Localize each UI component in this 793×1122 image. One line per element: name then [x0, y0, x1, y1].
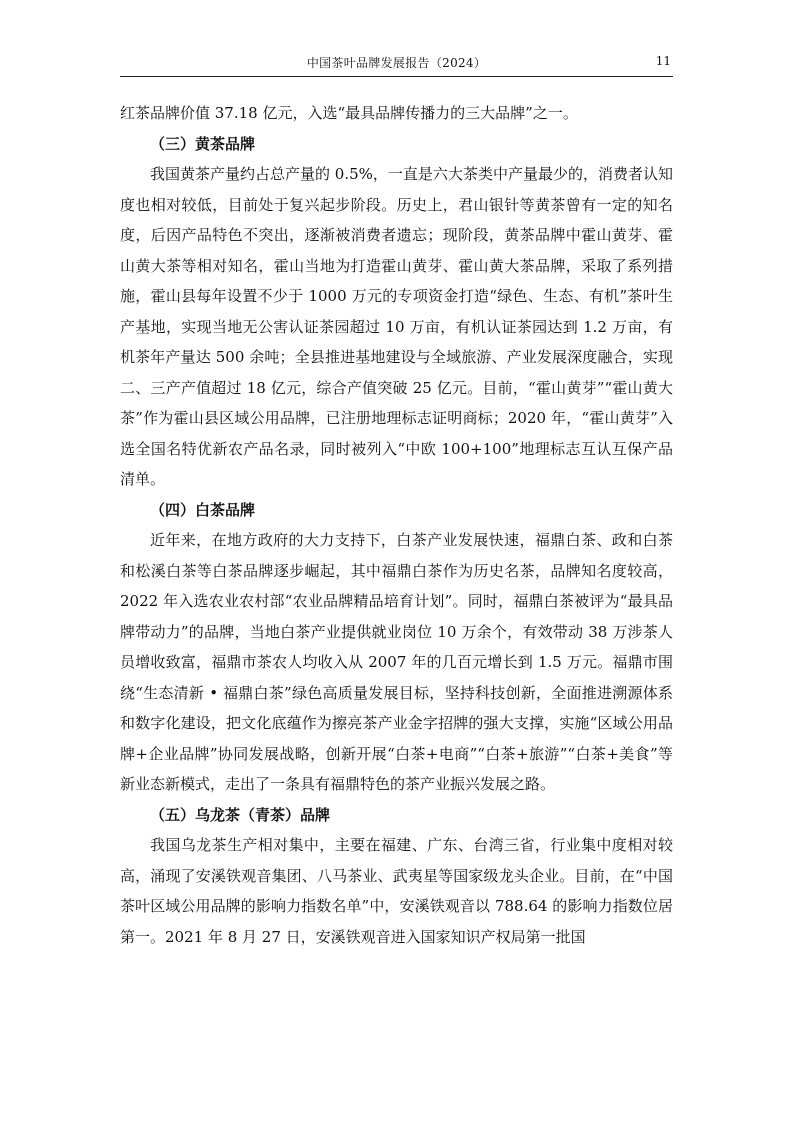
paragraph-yellow-tea: 我国黄茶产量约占总产量的 0.5%，一直是六大茶类中产量最少的，消费者认知度也相对较低，目前处于复兴起步阶段。历史上，君山银针等黄茶曾有一定的知名度，后因产品特色不突出，逐渐被消费者遗忘；现阶段，黄茶品牌中霍山黄芽、霍山黄大茶等相对知名，霍山当地为打造霍山黄芽、霍山黄大茶品牌，采取了系列措施，霍山县每年设置不少于 1000 万元的专项资金打造“绿色、生态、有机”茶叶生产基地，实现当地无公害认证茶园超过 10 万亩，有机认证茶园达到 1.2 万亩，有机茶年产量达 500 余吨；全县推进基地建设与全域旅游、产业发展深度融合，实现二、三产产值超过 18 亿元，综合产值突破 25 亿元。目前，“霍山黄芽”“霍山黄大茶”作为霍山县区域公用品牌，已注册地理标志证明商标；2020 年，“霍山黄芽”入选全国名特优新农产品名录，同时被列入“中欧 100+100”地理标志互认互保产品清单。	[120, 165, 673, 488]
page-body	[120, 98, 673, 952]
paragraph-oolong-tea: 我国乌龙茶生产相对集中，主要在福建、广东、台湾三省，行业集中度相对较高，涌现了安溪铁观音集团、八马茶业、武夷星等国家级龙头企业。目前，在“中国茶叶区域公用品牌的影响力指数名单”中，安溪铁观音以 788.64 的影响力指数位居第一。2021 年 8 月 27 日，安溪铁观音进入国家知识产权局第一批国	[120, 836, 673, 946]
running-header-title: 中国茶叶品牌发展报告（2024）	[306, 56, 487, 70]
paragraph-black-tea-continued: 红茶品牌价值 37.18 亿元，入选“最具品牌传播力的三大品牌”之一。	[120, 104, 578, 122]
page-number: 11	[655, 54, 671, 68]
page-header	[120, 52, 673, 77]
paragraph-white-tea: 近年来，在地方政府的大力支持下，白茶产业发展快速，福鼎白茶、政和白茶和松溪白茶等白茶品牌逐步崛起，其中福鼎白茶作为历史名茶，品牌知名度较高，2022 年入选农业农村部“农业品牌精品培育计划”。同时，福鼎白茶被评为“最具品牌带动力”的品牌，当地白茶产业提供就业岗位 10 万余个，有效带动 38 万涉茶人员增收致富，福鼎市茶农人均收入从 2007 年的几百元增长到 1.5 万元。福鼎市围绕“生态清新 • 福鼎白茶”绿色高质量发展目标，坚持科技创新，全面推进溯源体系和数字化建设，把文化底蕴作为擦亮茶产业金字招牌的强大支撑，实施“区域公用品牌+企业品牌”协同发展战略，创新开展“白茶+电商”“白茶+旅游”“白茶+美食”等新业态新模式，走出了一条具有福鼎特色的茶产业振兴发展之路。	[120, 531, 673, 793]
section-heading-white-tea: （四）白茶品牌	[150, 500, 256, 519]
section-heading-yellow-tea: （三）黄茶品牌	[150, 134, 256, 153]
section-heading-oolong-tea: （五）乌龙茶（青茶）品牌	[150, 805, 331, 824]
